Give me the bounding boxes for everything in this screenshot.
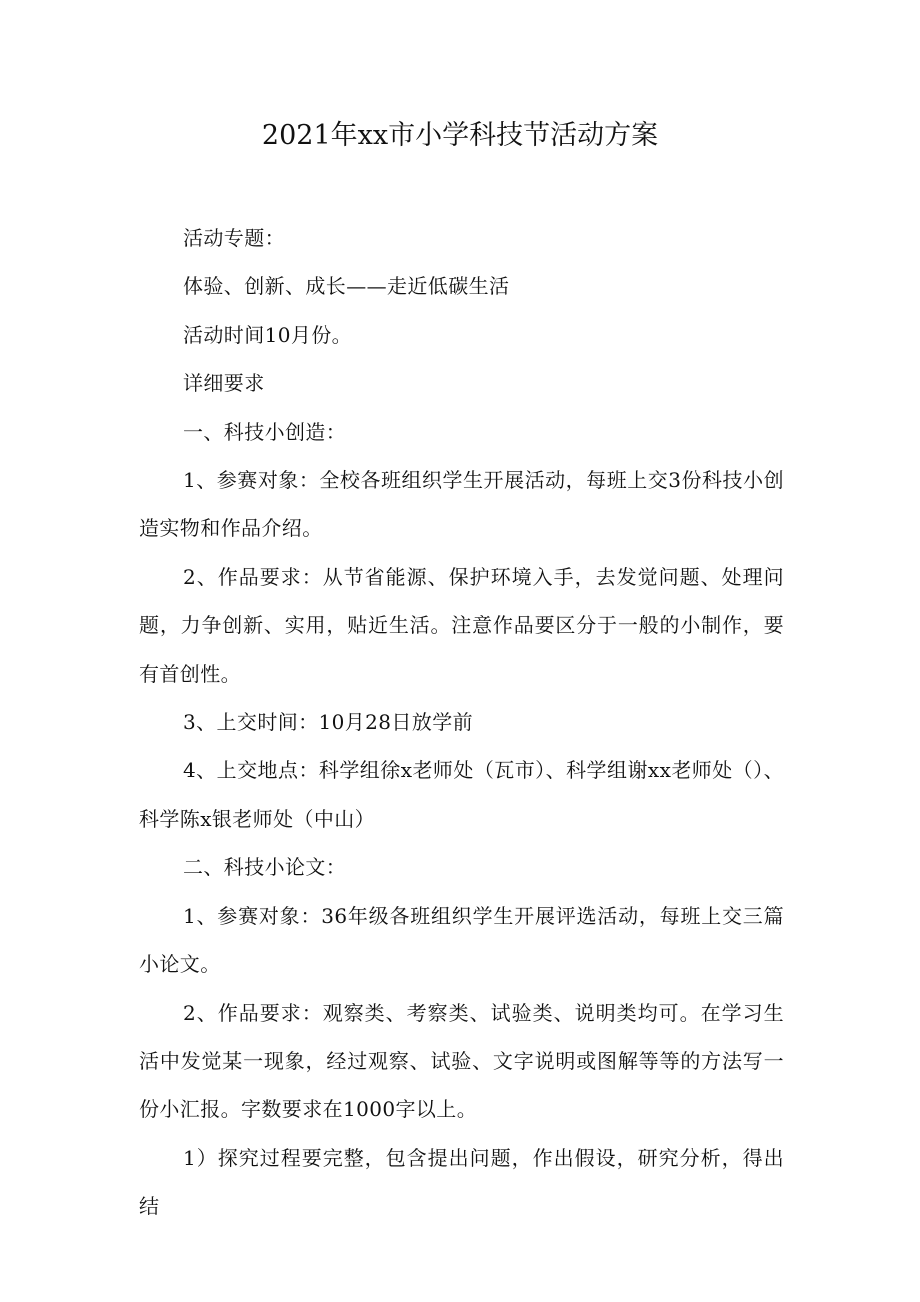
section-heading-invention: 一、科技小创造： bbox=[183, 419, 347, 444]
paragraph-topic-label: 活动专题： bbox=[183, 226, 285, 250]
paragraph-activity-time: 活动时间10月份。 bbox=[183, 322, 353, 347]
paragraph-invention-location: 4、上交地点：科学组徐x老师处（瓦市）、科学组谢xx老师处（）、科学陈x银老师处（中山） bbox=[139, 758, 784, 831]
paragraph-invention-participants: 1、参赛对象：全校各班组织学生开展活动，每班上交3份科技小创造实物和作品介绍。 bbox=[139, 468, 784, 541]
paragraph-essay-process: 1）探究过程要完整，包含提出问题，作出假设，研究分析，得出结 bbox=[139, 1145, 784, 1219]
paragraph-essay-requirements: 2、作品要求：观察类、考察类、试验类、说明类均可。在学习生活中发觉某一现象，经过观察、试验、文字说明或图解等等的方法写一份小汇报。字数要求在1000字以上。 bbox=[139, 1000, 784, 1122]
paragraph-topic: 体验、创新、成长——走近低碳生活 bbox=[183, 274, 510, 299]
paragraph-essay-participants: 1、参赛对象：36年级各班组织学生开展评选活动，每班上交三篇小论文。 bbox=[139, 903, 784, 977]
document-title: 2021年xx市小学科技节活动方案 bbox=[261, 120, 659, 151]
paragraph-invention-requirements: 2、作品要求：从节省能源、保护环境入手，去发觉问题、处理问题，力争创新、实用，贴近生活。注意作品要区分于一般的小制作，要有首创性。 bbox=[139, 564, 784, 686]
paragraph-requirements-heading: 详细要求 bbox=[183, 371, 265, 396]
document-body bbox=[139, 214, 784, 1231]
section-heading-essay: 二、科技小论文： bbox=[183, 855, 347, 880]
paragraph-invention-deadline: 3、上交时间：10月28日放学前 bbox=[183, 710, 474, 735]
